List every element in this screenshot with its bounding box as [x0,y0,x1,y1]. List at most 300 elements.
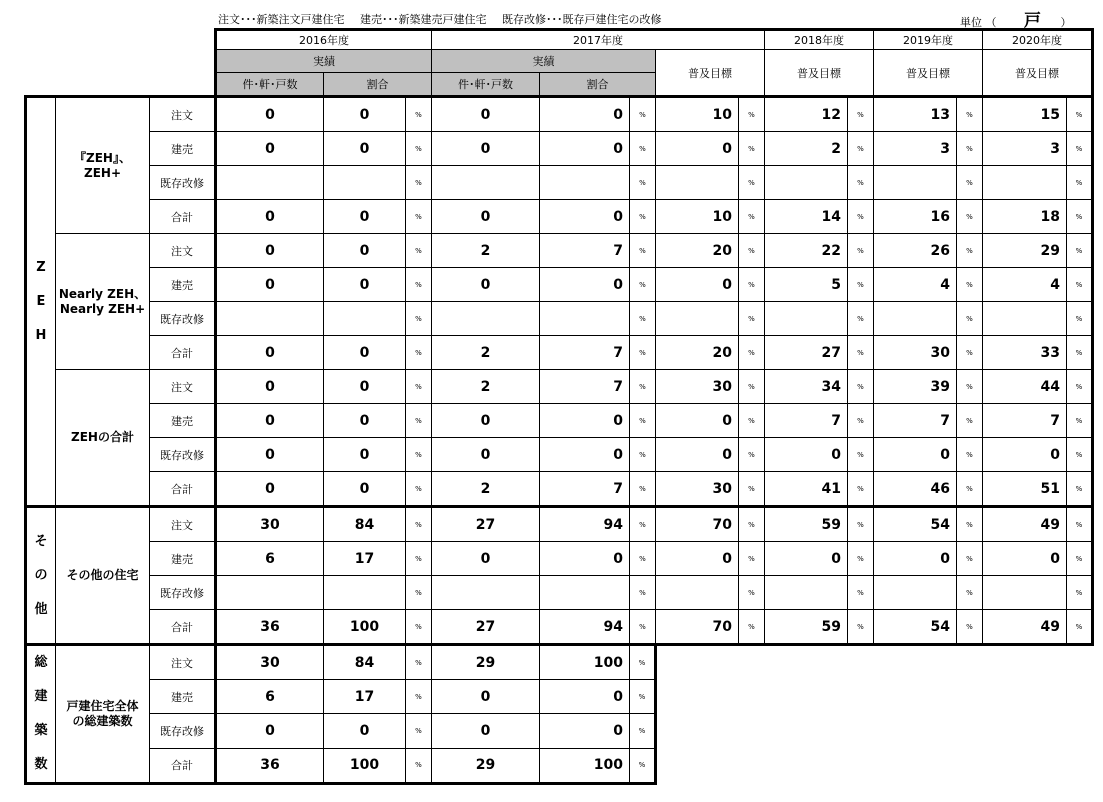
pct-unit: % [1067,610,1093,645]
count-2017: 29 [432,748,540,783]
ratio-2017: 0 [540,714,630,748]
pct-unit: % [1067,472,1093,507]
ratio-2016: 0 [324,200,406,234]
pct-unit: % [957,404,983,438]
pct-unit: % [630,507,656,542]
pct-unit: % [739,370,765,404]
table-row [26,336,1093,370]
target-2019: 0 [874,438,957,472]
ratio-2016: 0 [324,370,406,404]
pct-unit: % [406,268,432,302]
pct-unit: % [739,507,765,542]
count-2017: 0 [432,97,540,132]
table-row [26,132,1093,166]
ratio-2016: 100 [324,748,406,783]
pct-unit: % [1067,268,1093,302]
ratio-2016: 0 [324,234,406,268]
pct-unit: % [1067,234,1093,268]
table-row [26,748,1093,783]
count-2016: 0 [216,472,324,507]
row-category: 建売 [150,680,216,714]
ratio-2016: 0 [324,97,406,132]
pct-unit: % [630,438,656,472]
table-row [26,645,1093,680]
group-label: 総 建 築 数 [26,645,56,784]
row-category: 建売 [150,542,216,576]
pct-unit: % [406,166,432,200]
actual-header-2017: 実績 [432,50,656,73]
pct-unit: % [739,302,765,336]
count-2016: 6 [216,542,324,576]
count-2017: 0 [432,714,540,748]
year-2019: 2019年度 [874,30,983,50]
pct-unit: % [1067,336,1093,370]
row-category: 既存改修 [150,438,216,472]
target-2020: 18 [983,200,1067,234]
count-2016: 0 [216,132,324,166]
target-2017: 0 [656,268,739,302]
pct-unit: % [630,268,656,302]
target-2020: 49 [983,507,1067,542]
pct-unit: % [957,576,983,610]
count-2017: 2 [432,370,540,404]
ratio-2017: 7 [540,234,630,268]
ratio-2017: 0 [540,268,630,302]
table-row [26,302,1093,336]
count-2016: 0 [216,714,324,748]
target-2019 [874,302,957,336]
ratio-2016: 0 [324,268,406,302]
pct-unit: % [848,576,874,610]
target-2019: 13 [874,97,957,132]
pct-unit: % [848,302,874,336]
ratio-2016: 0 [324,472,406,507]
legend-item: 注文･･･新築注文戸建住宅 [218,13,345,26]
pct-unit: % [630,336,656,370]
row-category: 注文 [150,645,216,680]
target-2020: 51 [983,472,1067,507]
pct-unit: % [406,714,432,748]
ratio-2016 [324,166,406,200]
count-2016: 0 [216,268,324,302]
count-2017: 2 [432,336,540,370]
row-category: 既存改修 [150,714,216,748]
pct-unit: % [1067,438,1093,472]
pct-unit: % [848,438,874,472]
pct-unit: % [630,370,656,404]
count-2016: 36 [216,610,324,645]
count-2017: 29 [432,645,540,680]
empty-cell [656,680,1093,714]
target-2018: 14 [765,200,848,234]
count-2016: 0 [216,438,324,472]
ratio-2016: 0 [324,714,406,748]
count-2016: 0 [216,200,324,234]
pct-unit: % [739,166,765,200]
target-header-2019: 普及目標 [874,50,983,97]
pct-unit: % [406,645,432,680]
ratio-2016: 100 [324,610,406,645]
count-2016: 30 [216,507,324,542]
count-2016: 0 [216,404,324,438]
legend-item: 既存改修･･･既存戸建住宅の改修 [502,13,662,26]
target-2020: 49 [983,610,1067,645]
subgroup-label: その他の住宅 [56,507,150,645]
empty-cell [656,748,1093,783]
count-2017: 0 [432,680,540,714]
pct-unit: % [406,610,432,645]
pct-unit: % [848,404,874,438]
pct-unit: % [1067,542,1093,576]
table-row [26,542,1093,576]
target-2020 [983,576,1067,610]
target-2017: 10 [656,200,739,234]
count-2017: 2 [432,234,540,268]
pct-unit: % [406,200,432,234]
target-2017: 70 [656,507,739,542]
ratio-2017 [540,166,630,200]
pct-unit: % [957,166,983,200]
target-2020: 29 [983,234,1067,268]
pct-unit: % [630,234,656,268]
table-row [26,438,1093,472]
target-2019 [874,576,957,610]
row-category: 注文 [150,97,216,132]
empty-cell [656,645,1093,680]
pct-unit: % [1067,132,1093,166]
row-category: 建売 [150,132,216,166]
pct-unit: % [739,610,765,645]
pct-unit: % [630,542,656,576]
ratio-2017: 7 [540,370,630,404]
target-2017: 20 [656,234,739,268]
table-row [26,680,1093,714]
target-2018 [765,576,848,610]
subgroup-label: 戸建住宅全体 の総建築数 [56,645,150,784]
pct-unit: % [630,748,656,783]
pct-unit: % [630,472,656,507]
table-row [26,97,1093,132]
target-2019: 0 [874,542,957,576]
pct-unit: % [630,714,656,748]
pct-unit: % [739,97,765,132]
target-2018: 12 [765,97,848,132]
ratio-2017: 0 [540,97,630,132]
ratio-2017: 0 [540,132,630,166]
target-2017: 70 [656,610,739,645]
ratio-2017: 0 [540,200,630,234]
row-category: 合計 [150,200,216,234]
target-2019: 7 [874,404,957,438]
group-label: そ の 他 [26,507,56,645]
pct-unit: % [1067,404,1093,438]
row-category: 既存改修 [150,302,216,336]
target-2018: 22 [765,234,848,268]
row-category: 注文 [150,234,216,268]
ratio-2016 [324,302,406,336]
count-2016: 0 [216,97,324,132]
pct-unit: % [848,234,874,268]
group-label: Z E H [26,97,56,507]
pct-unit: % [848,132,874,166]
pct-unit: % [630,645,656,680]
row-category: 合計 [150,472,216,507]
year-2016: 2016年度 [216,30,432,50]
pct-unit: % [406,576,432,610]
subgroup-label: Nearly ZEH、 Nearly ZEH+ [56,234,150,370]
count-2017: 0 [432,268,540,302]
pct-unit: % [1067,302,1093,336]
target-2018: 0 [765,438,848,472]
ratio-2017: 7 [540,472,630,507]
ratio-2016: 17 [324,542,406,576]
pct-unit: % [957,234,983,268]
count-2016: 36 [216,748,324,783]
target-2019: 46 [874,472,957,507]
target-2018: 59 [765,507,848,542]
pct-unit: % [406,97,432,132]
pct-unit: % [957,97,983,132]
row-category: 合計 [150,336,216,370]
pct-unit: % [739,472,765,507]
pct-unit: % [957,336,983,370]
target-2017 [656,302,739,336]
pct-unit: % [630,166,656,200]
pct-unit: % [406,507,432,542]
pct-unit: % [630,132,656,166]
pct-unit: % [406,370,432,404]
table-row [26,610,1093,645]
target-2018: 59 [765,610,848,645]
pct-unit: % [406,336,432,370]
pct-unit: % [739,268,765,302]
count-2016 [216,302,324,336]
legend [218,11,674,27]
pct-unit: % [848,166,874,200]
count-2017: 27 [432,610,540,645]
target-2020: 0 [983,438,1067,472]
target-2019 [874,166,957,200]
count-2016: 0 [216,234,324,268]
target-2017 [656,576,739,610]
ratio-2016: 84 [324,507,406,542]
pct-unit: % [630,302,656,336]
count-2017: 0 [432,200,540,234]
target-2020: 44 [983,370,1067,404]
legend-item: 建売･･･新築建売戸建住宅 [360,13,487,26]
table-row [26,370,1093,404]
ratio-2017: 0 [540,680,630,714]
row-category: 建売 [150,404,216,438]
ratio-2017: 0 [540,404,630,438]
ratio-2017: 7 [540,336,630,370]
pct-unit: % [1067,576,1093,610]
count-2017: 2 [432,472,540,507]
pct-unit: % [957,610,983,645]
count-2016: 0 [216,370,324,404]
pct-unit: % [630,97,656,132]
year-2020: 2020年度 [983,30,1093,50]
target-2018: 0 [765,542,848,576]
target-2017: 0 [656,542,739,576]
ratio-2016: 17 [324,680,406,714]
pct-unit: % [630,404,656,438]
count-2017: 0 [432,404,540,438]
count-2017: 0 [432,542,540,576]
ratio-2016: 84 [324,645,406,680]
pct-unit: % [957,370,983,404]
target-2018: 2 [765,132,848,166]
pct-unit: % [1067,200,1093,234]
ratio-2017 [540,302,630,336]
target-2017: 0 [656,132,739,166]
ratio-2017: 94 [540,507,630,542]
pct-unit: % [848,336,874,370]
pct-unit: % [630,680,656,714]
pct-unit: % [957,132,983,166]
pct-unit: % [848,97,874,132]
target-2018: 41 [765,472,848,507]
pct-unit: % [848,542,874,576]
year-2017: 2017年度 [432,30,765,50]
data-table [24,28,1094,785]
target-2019: 54 [874,507,957,542]
count-2016: 0 [216,336,324,370]
pct-unit: % [1067,166,1093,200]
target-2020: 0 [983,542,1067,576]
row-category: 合計 [150,610,216,645]
subgroup-label: 『ZEH』、 ZEH+ [56,97,150,234]
pct-unit: % [1067,97,1093,132]
target-2019: 26 [874,234,957,268]
ratio-2016 [324,576,406,610]
pct-unit: % [739,576,765,610]
pct-unit: % [1067,507,1093,542]
target-2019: 3 [874,132,957,166]
row-category: 既存改修 [150,576,216,610]
pct-unit: % [406,472,432,507]
ratio-header-2017: 割合 [540,73,656,97]
target-2020: 33 [983,336,1067,370]
pct-unit: % [1067,370,1093,404]
pct-unit: % [957,438,983,472]
unit-label-text: 単位 [960,16,982,29]
pct-unit: % [739,404,765,438]
table-row [26,576,1093,610]
target-2018: 5 [765,268,848,302]
row-category: 注文 [150,507,216,542]
target-2019: 39 [874,370,957,404]
pct-unit: % [406,680,432,714]
pct-unit: % [630,576,656,610]
target-2019: 30 [874,336,957,370]
row-category: 注文 [150,370,216,404]
pct-unit: % [848,200,874,234]
pct-unit: % [630,610,656,645]
table-row [26,234,1093,268]
table-row [26,714,1093,748]
pct-unit: % [739,200,765,234]
target-2017: 10 [656,97,739,132]
count-2016: 6 [216,680,324,714]
pct-unit: % [406,234,432,268]
count-2017 [432,166,540,200]
pct-unit: % [848,507,874,542]
target-2017: 20 [656,336,739,370]
target-header-2017: 普及目標 [656,50,765,97]
target-2020 [983,166,1067,200]
pct-unit: % [739,438,765,472]
ratio-2017: 100 [540,645,630,680]
target-header-2020: 普及目標 [983,50,1093,97]
target-2020: 4 [983,268,1067,302]
table-row [26,472,1093,507]
ratio-header-2016: 割合 [324,73,432,97]
pct-unit: % [739,542,765,576]
count-2017 [432,302,540,336]
target-2018: 7 [765,404,848,438]
table-row [26,166,1093,200]
count-2016: 30 [216,645,324,680]
target-2020: 7 [983,404,1067,438]
target-2020: 15 [983,97,1067,132]
ratio-2017 [540,576,630,610]
row-category: 合計 [150,748,216,783]
ratio-2016: 0 [324,438,406,472]
pct-unit: % [957,542,983,576]
row-category: 既存改修 [150,166,216,200]
row-category: 建売 [150,268,216,302]
subgroup-label: ZEHの合計 [56,370,150,507]
pct-unit: % [630,200,656,234]
target-2019: 4 [874,268,957,302]
year-2018: 2018年度 [765,30,874,50]
ratio-2017: 94 [540,610,630,645]
pct-unit: % [406,302,432,336]
count-header-2016: 件･軒･戸数 [216,73,324,97]
count-2017: 0 [432,438,540,472]
count-header-2017: 件･軒･戸数 [432,73,540,97]
unit-paren-close: ） [1060,16,1072,29]
pct-unit: % [957,268,983,302]
target-2017: 0 [656,404,739,438]
count-2016 [216,576,324,610]
target-header-2018: 普及目標 [765,50,874,97]
target-2018: 34 [765,370,848,404]
empty-cell [656,714,1093,748]
target-2020 [983,302,1067,336]
ratio-2016: 0 [324,336,406,370]
count-2017: 0 [432,132,540,166]
actual-header-2016: 実績 [216,50,432,73]
count-2017 [432,576,540,610]
pct-unit: % [739,132,765,166]
pct-unit: % [848,268,874,302]
pct-unit: % [957,302,983,336]
pct-unit: % [406,404,432,438]
ratio-2017: 0 [540,542,630,576]
target-2018 [765,166,848,200]
unit-value: 戸 [1024,11,1041,31]
pct-unit: % [406,132,432,166]
ratio-2016: 0 [324,404,406,438]
target-2018 [765,302,848,336]
pct-unit: % [739,234,765,268]
unit-paren-open: （ [985,16,997,29]
pct-unit: % [848,370,874,404]
pct-unit: % [406,748,432,783]
ratio-2016: 0 [324,132,406,166]
